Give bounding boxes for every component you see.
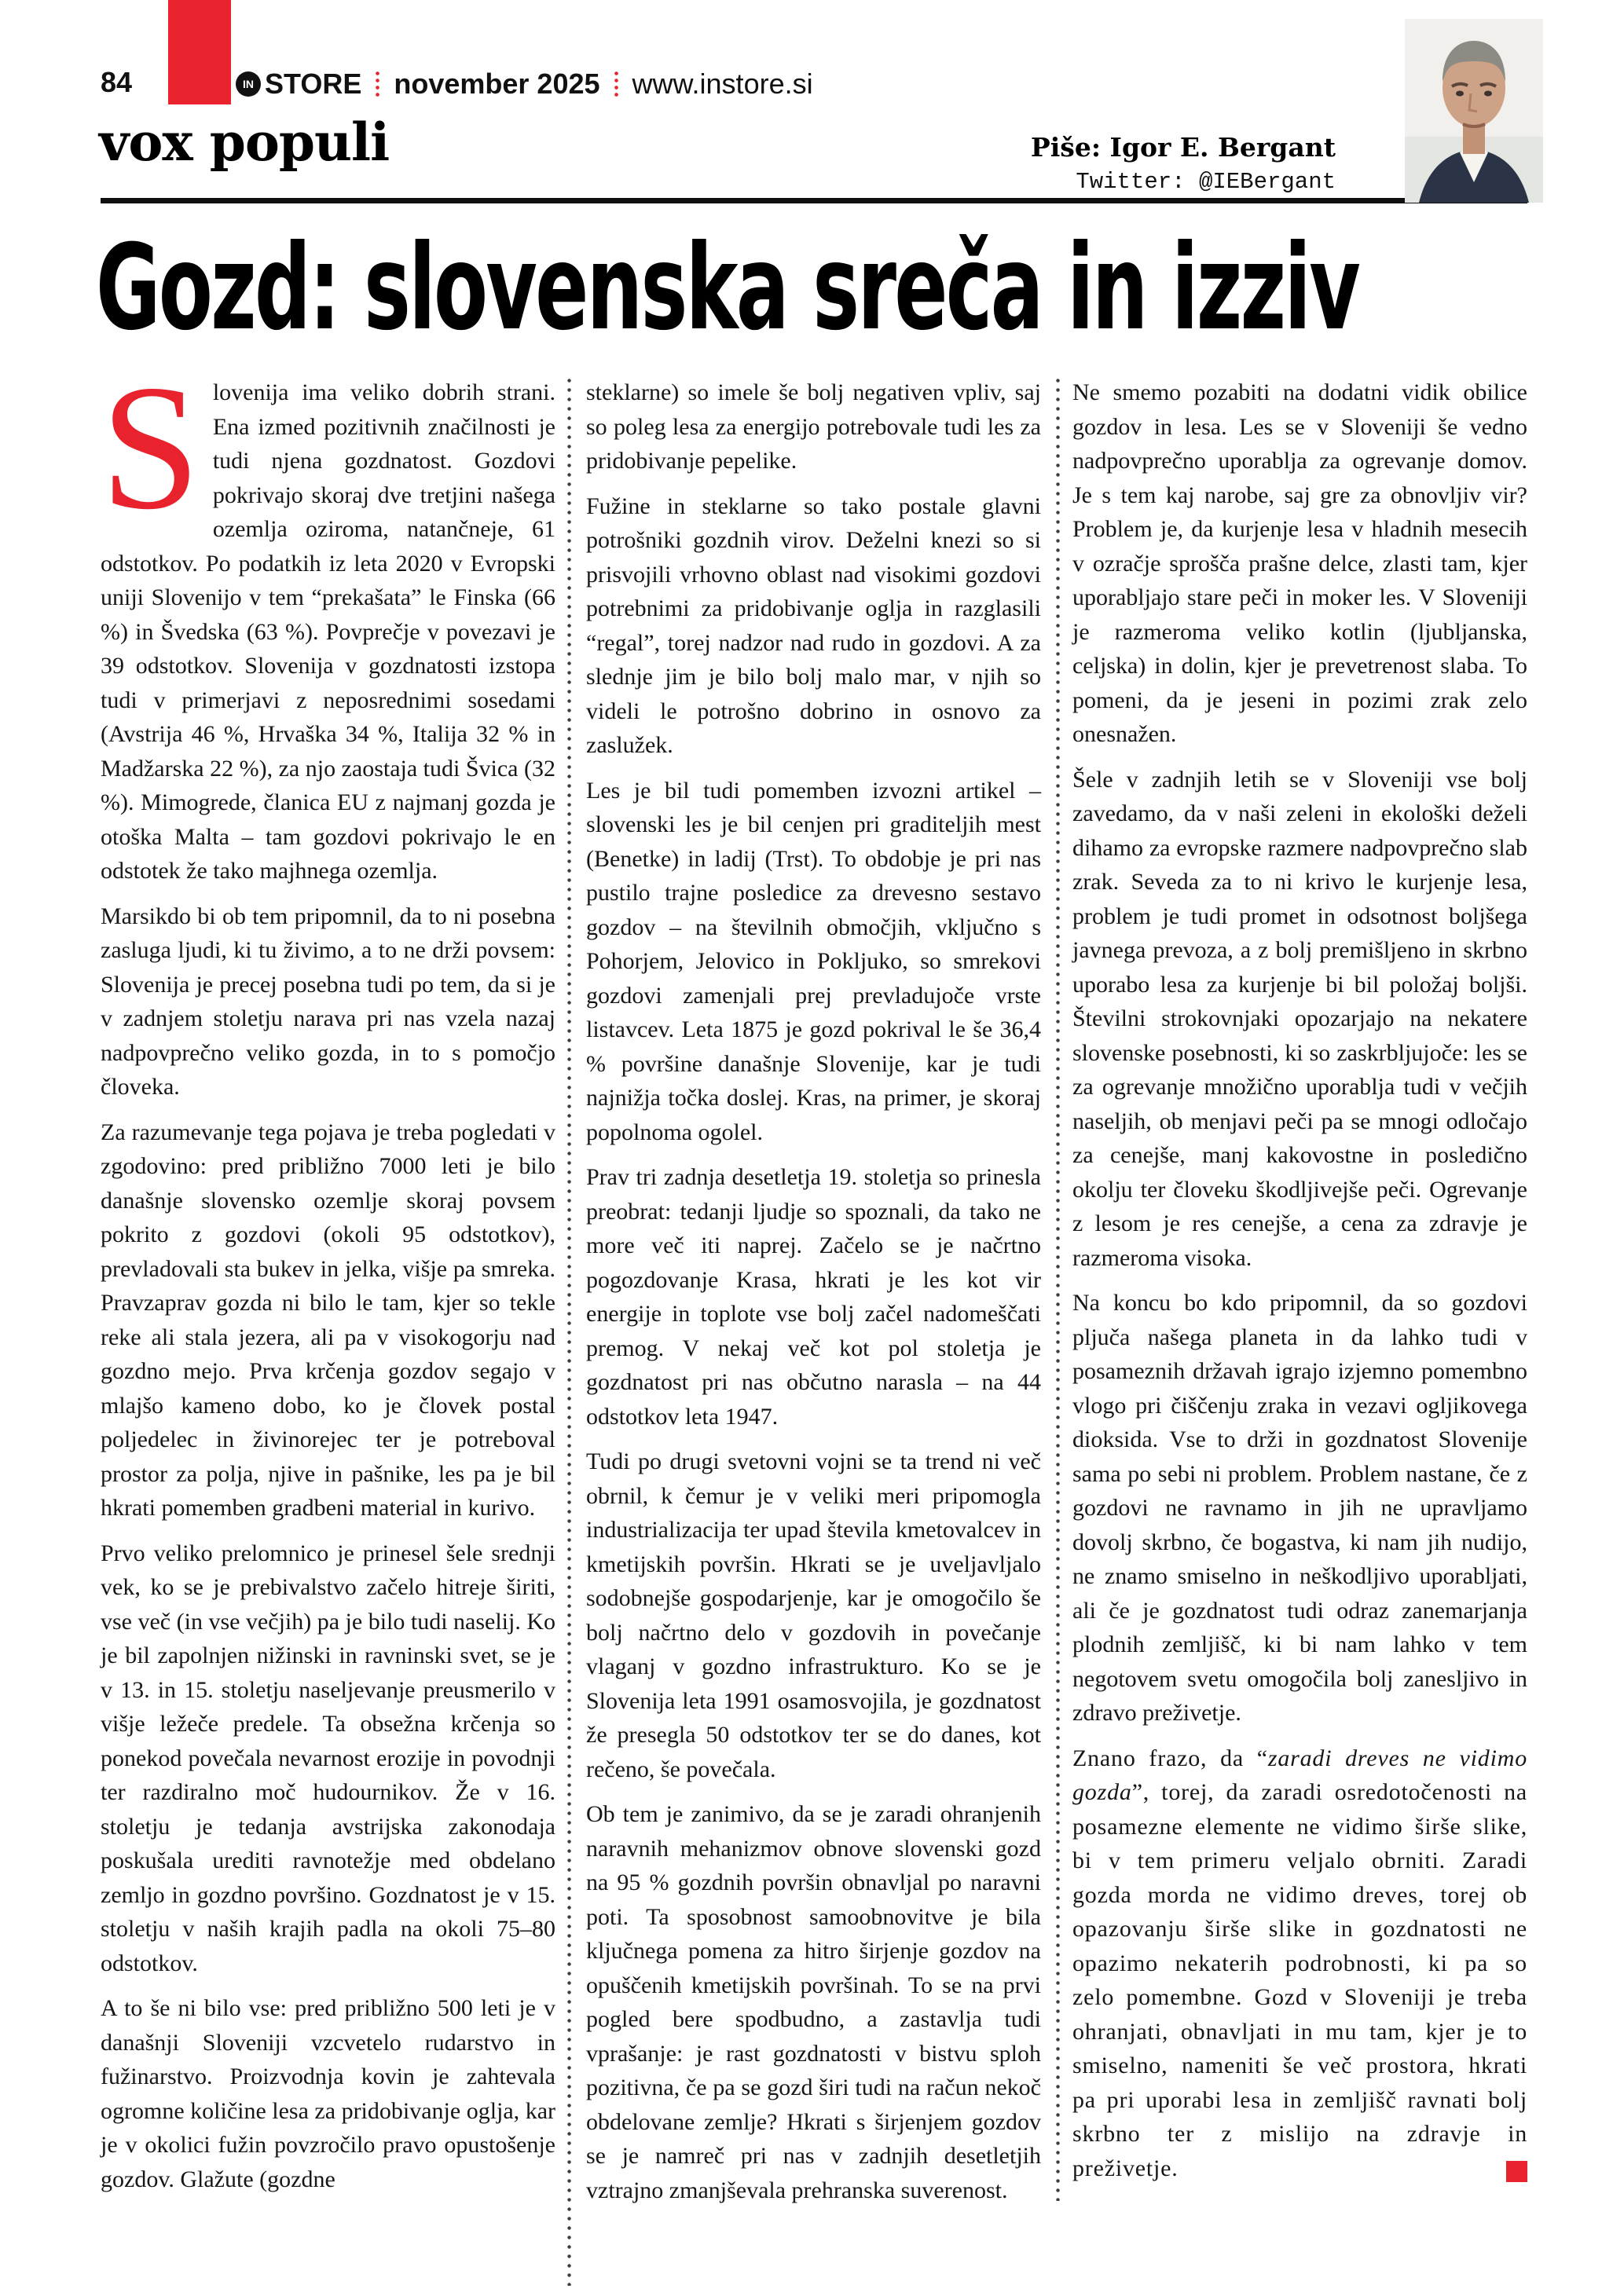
issue-date: november 2025 xyxy=(394,68,600,100)
article-column-1 xyxy=(101,349,556,2207)
header-dotted-separator xyxy=(376,71,379,97)
paragraph: Prav tri zadnja desetletja 19. stoletja so prinesla preobrat: tedanji ljudje so spoznali, da tako ne more več iti naprej. Začelo se je načrtno pogozdovanje Krasa, hkrati je les kot vir energije in toplote vse bolj začel nadomeščati premog. V nekaj več kot pol stoletja je gozdnatost pri nas občutno narasla – na 44 odstotkov leta 1947. xyxy=(586,1164,1041,1430)
author-twitter-handle: Twitter: @IEBergant xyxy=(1076,169,1336,195)
paragraph: Ne smemo pozabiti na dodatni vidik obilice gozdov in lesa. Les se v Sloveniji še vedno nadpovprečno uporablja za ogrevanje domov. Je s tem kaj narobe, saj gre za obnovljiv vir? Problem je, da kurjenje lesa v hladnih mesecih v ozračje sprošča prašne delce, zlasti tam, kjer uporabljajo stare peči in moker les. V Sloveniji je razmeroma veliko kotlin (ljubljanska, celjska) in dolin, kjer je prevetrenost slaba. To pomeni, da je jeseni in pozimi zrak zelo onesnažen. xyxy=(1072,379,1527,747)
paragraph: Tudi po drugi svetovni vojni se ta trend ni več obrnil, k čemur je v veliki meri pripomogla industrializacija ter upad števila kmetovalcev in kmetijskih površin. Hkrati se je uveljavljalo sodobnejše gospodarjenje, kar je omogočilo še bolj načrtno delo v gozdovih in povečanje vlaganj v gozdno infrastrukturo. Ko se je Slovenija leta 1991 osamosvojila, je gozdnatost že presegla 50 odstotkov ter se do danes, kot rečeno, še povečala. xyxy=(586,1448,1041,1782)
section-title: vox populi xyxy=(99,112,390,173)
paragraph: Marsikdo bi ob tem pripomnil, da to ni posebna zasluga ljudi, ki tu živimo, a to ne drži povsem: Slovenija je precej posebna tudi po tem, da si je v zadnjem stoletju narava pri nas vzela nazaj nadpovprečno veliko gozda, in to s pomočjo človeka. xyxy=(101,903,555,1100)
article-end-mark xyxy=(1506,2161,1527,2182)
article-column-2 xyxy=(586,375,1041,2218)
paragraph: Fužine in steklarne so tako postale glavni potrošniki gozdnih virov. Deželni knezi so si prisvojili vrhovno oblast nad visokimi gozdovi potrebnimi za pridobivanje oglja in razglasili “regal”, torej nadzor nad rudo in gozdovi. A za slednje jim je bilo bolj malo mar, v njih so videli le potrošno dobrino in osnovo za zaslužek. xyxy=(586,493,1041,758)
paragraph-text: Znano frazo, da “ xyxy=(1072,1745,1268,1771)
article-column-3 xyxy=(1072,375,1527,2196)
header-rule xyxy=(101,198,1527,203)
paragraph xyxy=(1072,1741,1527,2186)
byline-block xyxy=(786,132,1336,195)
paragraph: Na koncu bo kdo pripomnil, da so gozdovi pljuča našega planeta in da lahko tudi v posameznih državah igrajo izjemno pomembno vlogo pri čiščenju zraka in vezavi ogljikovega dioksida. Vse to drži in gozdnatost Slovenije sama po sebi ni problem. Problem nastane, če z gozdovi ne ravnamo in jih ne upravljamo dovolj skrbno, če bogastva, ki nam jih nudijo, ne znamo smiselno in neškodljivo uporabljati, ali če je gozdnatost tudi odraz zanemarjanja plodnih zemljišč, ki bi nam lahko v tem negotovem svetu omogočila bolj zanesljivo in zdravo preživetje. xyxy=(1072,1290,1527,1726)
paragraph: Les je bil tudi pomemben izvozni artikel – slovenski les je bil cenjen pri graditeljih mest (Benetke) in ladij (Trst). To obdobje je pri nas pustilo trajne posledice za drevesno sestavo gozdov – na številnih območjih, vključno s Pohorjem, Jelovico in Pokljuko, so smrekovi gozdovi zamenjali prej prevladujoče vrste listavcev. Leta 1875 je gozd pokrival le še 36,4 % površine današnje Slovenije, kar je tudi najnižja točka doslej. Kras, na primer, je skoraj popolnoma ogolel. xyxy=(586,777,1041,1145)
author-byline: Piše: Igor E. Bergant xyxy=(1030,132,1336,163)
paragraph: Za razumevanje tega pojava je treba pogledati v zgodovino: pred približno 7000 leti je bilo današnje slovensko ozemlje skoraj povsem pokrito z gozdovi (okoli 95 odstotkov), prevladovali sta bukev in jelka, višje pa smreka. Pravzaprav gozda ni bilo le tam, kjer so tekle reke ali stala jezera, ali pa v visokogorju nad gozdno mejo. Prva krčenja gozdov segajo v mlajšo kameno dobo, ko je človek postal poljedelec in živinorejec ter je potreboval prostor za polja, njive in pašnike, les pa je bil hkrati pomemben gradbeni material in kurivo. xyxy=(101,1119,555,1521)
masthead-logo-row xyxy=(236,68,813,101)
italic-phrase: zaradi dreves ne vidimo gozda xyxy=(1072,1745,1527,1805)
column-divider xyxy=(567,379,571,2286)
article-headline: Gozd: slovenska sreča in izziv xyxy=(96,220,1359,357)
header-dotted-separator xyxy=(614,71,618,97)
paragraph xyxy=(101,349,555,888)
instore-logo-text: STORE xyxy=(265,68,362,100)
paragraph: A to še ni bilo vse: pred približno 500 leti je v današnji Sloveniji vzcvetelo rudarstvo in fužinarstvo. Proizvodnja kovin je zahtevala ogromne količine lesa za pridobivanje oglja, kar je v okolici fužin povzročilo pravo opustošenje gozdov. Glažute (gozdne xyxy=(101,1995,555,2192)
dropcap-letter: S xyxy=(101,349,200,547)
paragraph-text: lovenija ima veliko dobrih strani. Ena izmed pozitivnih značilnosti je tudi njena gozdnatost. Gozdovi pokrivajo skoraj dve tretjini našega ozemlja oziroma, natančneje, 61 odstotkov. Po podatkih iz leta 2020 v Evropski uniji Slovenijo v tem “prekašata” le Finska (66 %) in Švedska (63 %). Povprečje v povezavi je 39 odstotkov. Slovenija v gozdnatosti izstopa tudi v primerjavi z neposrednimi sosedami (Avstrija 46 %, Hrvaška 34 %, Italija 32 % in Madžarska 22 %), za njo zaostaja tudi Švica (32 %). Mimogrede, članica EU z najmanj gozda je otoška Malta – tam gozdovi pokrivajo le en odstotek že tako majhnega ozemlja. xyxy=(101,379,555,884)
column-divider xyxy=(1056,379,1060,2201)
paragraph: Ob tem je zanimivo, da se je zaradi ohranjenih naravnih mehanizmov obnove slovenski gozd na 95 % gozdnih površin obnavljal po naravni poti. Ta sposobnost samoobnovitve je bila ključnega pomena za hitro širjenje gozdov na opuščenih kmetijskih površinah. To se na prvi pogled bere spodbudno, a zastavlja tudi vprašanje: je rast gozdnatosti v bistvu sploh pozitivna, če pa se gozd širi tudi na račun nekoč obdelovane zemlje? Hkrati s širjenjem gozdov se je namreč pri nas v zadnjih desetletjih vztrajno zmanjševala prehranska suverenost. xyxy=(586,1801,1041,2203)
paragraph: Šele v zadnjih letih se v Sloveniji vse bolj zavedamo, da v naši zeleni in ekološki deželi dihamo za evropske razmere nadpovprečno slab zrak. Seveda za to ni krivo le kurjenje lesa, problem je tudi promet in odsotnost boljšega javnega prevoza, a z bolj premišljeno in skrbno uporabo lesa za kurjenje bi bil položaj boljši. Številni strokovnjaki opozarjajo na nekatere slovenske posebnosti, ki so zaskrbljujoče: les se za ogrevanje množično uporablja tudi v večjih naseljih, ob menjavi peči pa se mnogi odločajo za cenejše, manj kakovostne in posledično okolju ter človeku škodljivejše peči. Ogrevanje z lesom je res cenejše, a cena za zdravje je razmeroma visoka. xyxy=(1072,766,1527,1271)
masthead-red-bar xyxy=(168,0,231,104)
paragraph: Prvo veliko prelomnico je prinesel šele srednji vek, ko se je prebivalstvo začelo hitreje širiti, vse več (in vse večjih) pa je bilo tudi naselij. Ko je bil zapolnjen nižinski in ravninski svet, se je v 13. in 15. stoletju naseljevanje preusmerilo v višje ležeče predele. Ta obsežna krčenja so ponekod povečala nevarnost erozije in povodnji ter razdiralno moč hudournikov. Že v 16. stoletju je tedanja avstrijska zakonodaja poskušala urediti ravnotežje med obdelano zemljo in gozdno površino. Gozdnatost je v 15. stoletju v naših krajih padla na okoli 75–80 odstotkov. xyxy=(101,1540,556,1976)
paragraph: steklarne) so imele še bolj negativen vpliv, saj so poleg lesa za energijo potrebovale tudi les za pridobivanje pepelike. xyxy=(586,379,1041,474)
instore-logo-icon: IN xyxy=(236,71,261,97)
author-photo xyxy=(1405,19,1543,203)
website-url: www.instore.si xyxy=(632,68,813,100)
paragraph-text: ”, torej, da zaradi osredotočenosti na posamezne elemente ne vidimo širše slike, bi v tem primeru veljalo obrniti. Zaradi gozda morda ne vidimo dreves, torej ob opazovanju širše slike in gozdnatosti ne opazimo nekaterih podrobnosti, ki pa so zelo pomembne. Gozd v Sloveniji je treba ohranjati, obnavljati in mu tam, kjer je to smiselno, nameniti še več prostora, hkrati pa pri uporabi lesa in zemljišč ravnati bolj skrbno ter z mislijo na zdravje in preživetje. xyxy=(1072,1779,1527,2181)
page-number: 84 xyxy=(101,66,133,98)
